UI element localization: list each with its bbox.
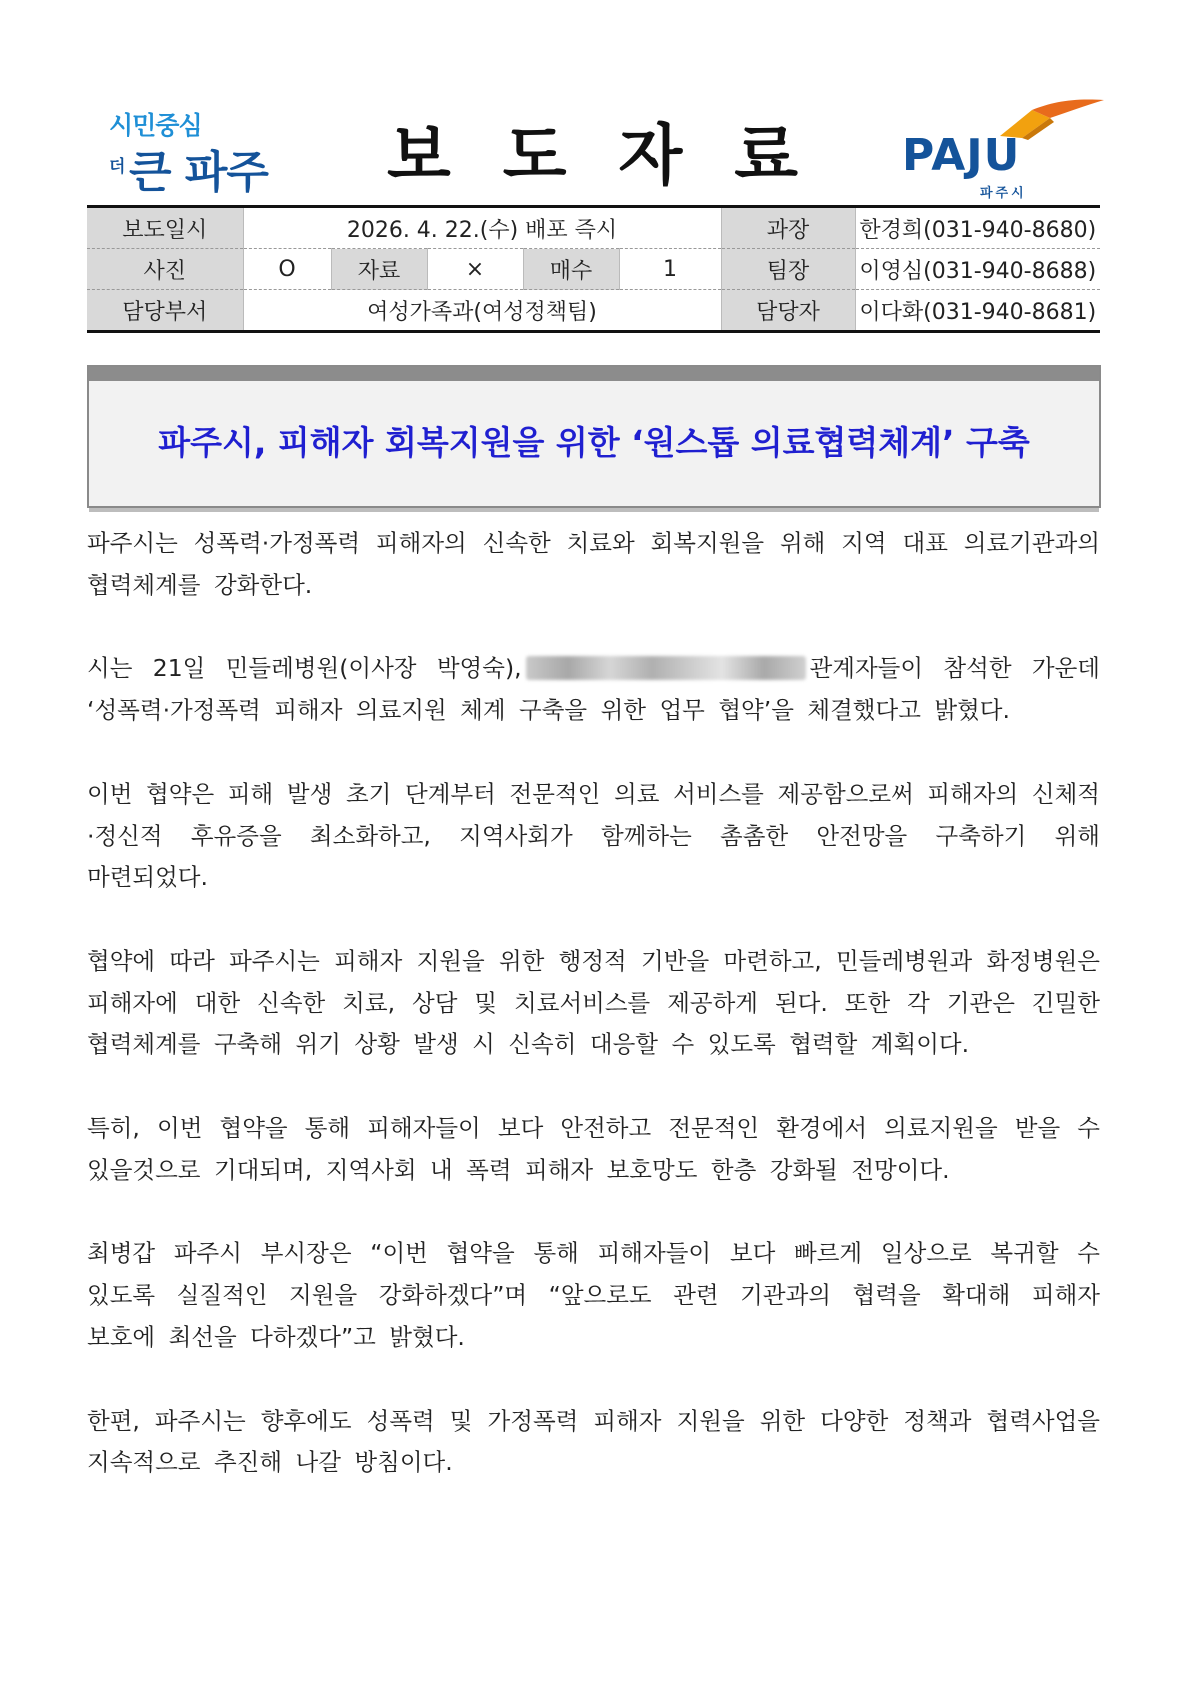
logo-sub: 파주시	[980, 186, 1027, 201]
paragraph-5: 특히, 이번 협약을 통해 피해자들이 보다 안전하고 전문적인 환경에서 의료지원을 받을 수 있을것으로 기대되며, 지역사회 내 폭력 피해자 보호망도 한층 강화될 전망이다.	[87, 1114, 1100, 1184]
material-label: 자료	[331, 249, 427, 290]
headline-box	[87, 365, 1101, 508]
info-row-materials	[87, 249, 1100, 290]
headline-shadow	[89, 508, 1099, 512]
pages-label: 매수	[523, 249, 619, 290]
paju-city-logo	[902, 92, 1102, 202]
slogan-small: 더	[109, 157, 126, 177]
release-info-table	[87, 205, 1100, 333]
article-body	[87, 523, 1100, 1526]
paragraph-4: 협약에 따라 파주시는 피해자 지원을 위한 행정적 기반을 마련하고, 민들레병원과 화정병원은 피해자에 대한 신속한 치료, 상담 및 치료서비스를 제공하게 된다. 또한 각 기관은 긴밀한 협력체계를 구축해 위기 상황 발생 시 신속히 대응할 수 있도록 협력할 계획이다.	[87, 946, 1100, 1059]
paragraph-3: 이번 협약은 피해 발생 초기 단계부터 전문적인 의료 서비스를 제공함으로써 피해자의 신체적·정신적 후유증을 최소화하고, 지역사회가 함께하는 촘촘한 안전망을 구축하기 위해 마련되었다.	[87, 779, 1100, 892]
team-value: 이영심(031-940-8688)	[855, 249, 1100, 290]
material-value: ×	[427, 249, 523, 290]
manager-label: 과장	[721, 207, 855, 249]
paragraph-2	[87, 648, 1100, 731]
slogan-top: 시민중심	[109, 111, 202, 140]
dept-label: 담당부서	[87, 290, 243, 332]
manager-value: 한경희(031-940-8680)	[855, 207, 1100, 249]
photo-label: 사진	[87, 249, 243, 290]
pages-value: 1	[619, 249, 721, 290]
headline: 파주시, 피해자 회복지원을 위한 ‘원스톱 의료협력체계’ 구축	[158, 423, 1030, 462]
page-title: 보도자료	[387, 117, 851, 194]
info-row-date	[87, 207, 1100, 249]
header	[87, 92, 1100, 204]
slogan-logo	[109, 106, 284, 196]
date-value: 2026. 4. 22.(수) 배포 즉시	[243, 207, 721, 249]
slogan-big: 큰 파주	[129, 147, 268, 198]
dept-value: 여성가족과(여성정책팀)	[243, 290, 721, 332]
paragraph-1: 파주시는 성폭력·가정폭력 피해자의 신속한 치료와 회복지원을 위해 지역 대표 의료기관과의 협력체계를 강화한다.	[87, 529, 1100, 599]
date-label: 보도일시	[87, 207, 243, 249]
staff-label: 담당자	[721, 290, 855, 332]
info-row-dept	[87, 290, 1100, 332]
paragraph-7: 한편, 파주시는 향후에도 성폭력 및 가정폭력 피해자 지원을 위한 다양한 정책과 협력사업을 지속적으로 추진해 나갈 방침이다.	[87, 1406, 1100, 1477]
staff-value: 이다화(031-940-8681)	[855, 290, 1100, 332]
logo-word: PAJU	[902, 130, 1021, 181]
redacted-text	[526, 656, 806, 680]
photo-value: O	[243, 249, 331, 290]
team-label: 팀장	[721, 249, 855, 290]
headline-top-bar	[89, 367, 1099, 381]
paragraph-2-end: 관계자들이 참석한 가운데 ‘성폭력·가정폭력 피해자 의료지원 체계 구축을 위한 업무 협약’을 체결했다고 밝혔다.	[87, 654, 1100, 725]
paragraph-2-start: 시는 21일 민들레병원(이사장 박영숙),	[87, 654, 522, 683]
paragraph-6: 최병갑 파주시 부시장은 “이번 협약을 통해 피해자들이 보다 빠르게 일상으로 복귀할 수 있도록 실질적인 지원을 강화하겠다”며 “앞으로도 관련 기관과의 협력을 확대해 피해자 보호에 최선을 다하겠다”고 밝혔다.	[87, 1239, 1100, 1351]
slogan-bottom	[109, 134, 284, 198]
